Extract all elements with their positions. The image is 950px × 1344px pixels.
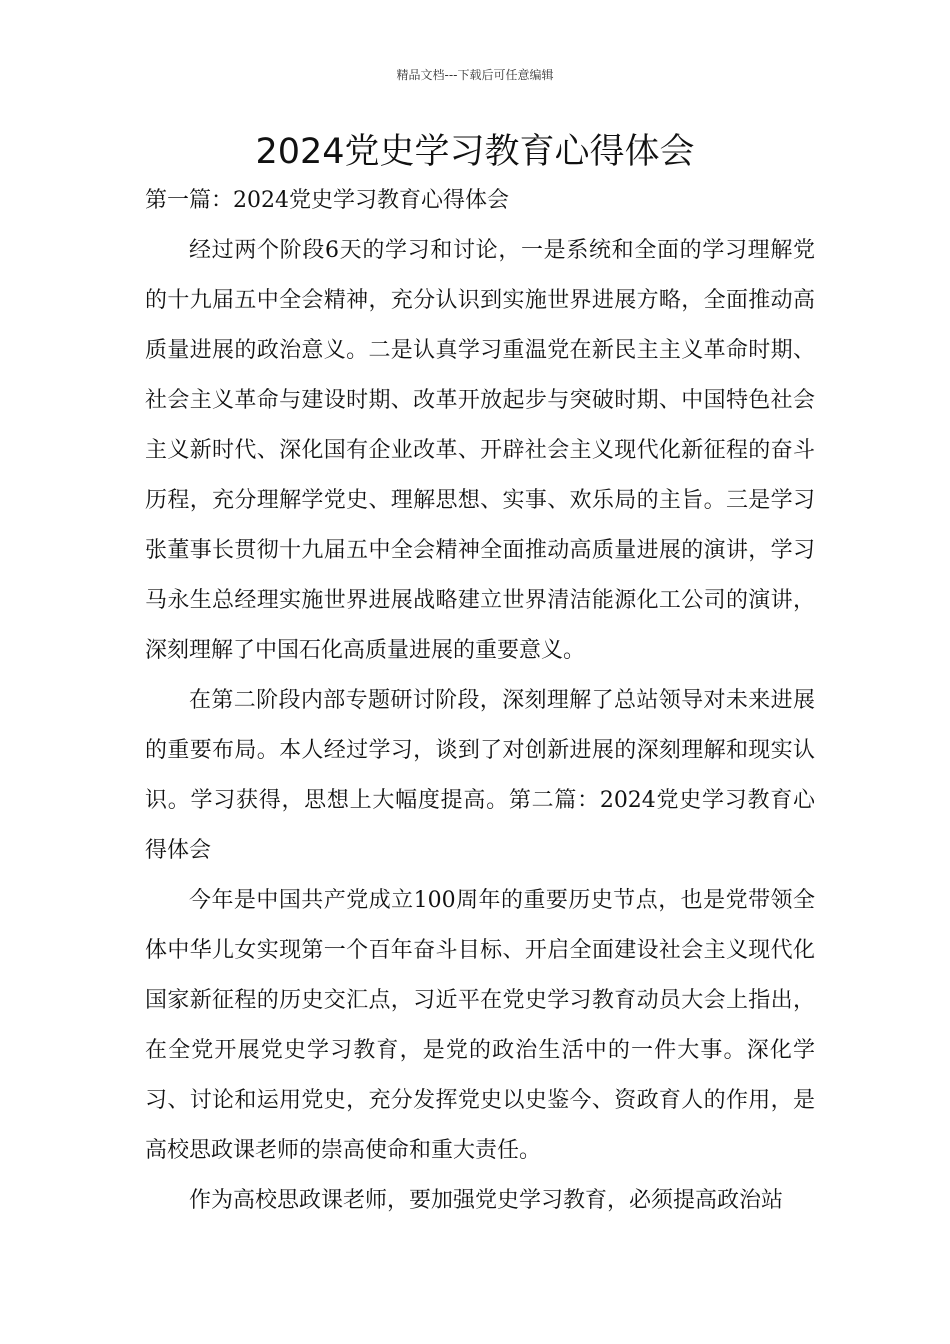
section-heading: 第一篇：2024党史学习教育心得体会: [145, 188, 509, 213]
body-paragraph: 经过两个阶段6天的学习和讨论，一是系统和全面的学习理解党的十九届五中全会精神，充分认识到实施世界进展方略，全面推动高质量进展的政治意义。二是认真学习重温党在新民主主义革命时期、社会主义革命与建设时期、改革开放起步与突破时期、中国特色社会主义新时代、深化国有企业改革、开辟社会主义现代化新征程的奋斗历程，充分理解学党史、理解思想、实事、欢乐局的主旨。三是学习张董事长贯彻十九届五中全会精神全面推动高质量进展的演讲，学习马永生总经理实施世界进展战略建立世界清洁能源化工公司的演讲，深刻理解了中国石化高质量进展的重要意义。: [145, 238, 815, 663]
body-paragraph: 作为高校思政课老师，要加强党史学习教育，必须提高政治站: [189, 1188, 784, 1213]
document-title: 2024党史学习教育心得体会: [255, 132, 695, 172]
body-paragraph: 今年是中国共产党成立100周年的重要历史节点，也是党带领全体中华儿女实现第一个百年奋斗目标、开启全面建设社会主义现代化国家新征程的历史交汇点，习近平在党史学习教育动员大会上指出，在全党开展党史学习教育，是党的政治生活中的一件大事。深化学习、讨论和运用党史，充分发挥党史以史鉴今、资政育人的作用，是高校思政课老师的崇高使命和重大责任。: [145, 888, 815, 1163]
body-paragraph: 在第二阶段内部专题研讨阶段，深刻理解了总站领导对未来进展的重要布局。本人经过学习，谈到了对创新进展的深刻理解和现实认识。学习获得，思想上大幅度提高。第二篇：2024党史学习教育心得体会: [145, 688, 815, 863]
document-body: [145, 176, 815, 1226]
page-header-note: 精品文档---下载后可任意编辑: [396, 68, 554, 82]
